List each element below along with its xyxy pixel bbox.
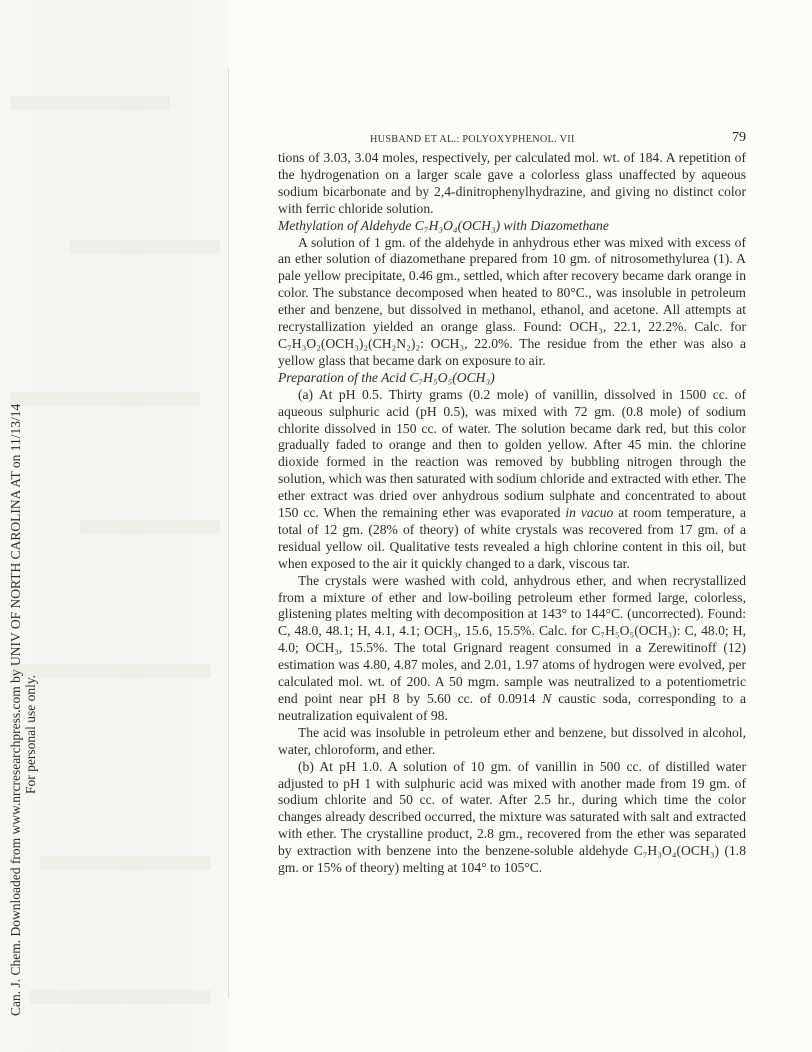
scan-smudge: [10, 96, 170, 110]
page-number: 79: [732, 130, 746, 145]
gutter-line: [228, 68, 229, 998]
italic-term: in vacuo: [565, 505, 614, 521]
paragraph: [278, 573, 746, 725]
paragraph: [278, 387, 746, 573]
paragraph-text: caustic soda, corresponding to a neutralization equivalent of 98.: [278, 691, 746, 723]
watermark-line-1: Can. J. Chem. Downloaded from www.nrcresearchpress.com by UNIV OF NORTH CAROLINA AT on 11/13/14: [8, 403, 23, 1016]
procedure-label: (a): [298, 386, 314, 402]
watermark-line-2: For personal use only.: [23, 674, 38, 794]
article-body: [278, 150, 746, 877]
page-header: [278, 130, 746, 150]
italic-term: N: [542, 691, 552, 706]
procedure-label: (b): [298, 758, 314, 774]
scan-smudge: [10, 392, 200, 406]
paragraph-text: At pH 1.0. A solution of 10 gm. of vanillin in 500 cc. of distilled water adjusted to pH 1 with sulphuric acid was mixed with another made from 19 gm. of sodium chlorite and 50 cc. of water. After 2.5 hr., during which time the color changes already described occurred, the mixture was saturated with salt and extracted with ether. The crystalline product, 2.8 gm., recovered from the ether was separated by extraction with benzene into the benzene-soluble aldehyde C₇H₃O₄(OCH₃) (1.8 gm. or 15% of theory) melting at 104° to 105°C.: [278, 758, 746, 876]
scan-smudge: [10, 664, 210, 678]
scan-smudge: [40, 856, 210, 870]
paragraph: The acid was insoluble in petroleum ether and benzene, but dissolved in alcohol, water, chloroform, and ether.: [278, 724, 746, 757]
paragraph-text: At pH 0.5. Thirty grams (0.2 mole) of vanillin, dissolved in 1500 cc. of aqueous sulphuric acid (pH 0.5), was mixed with 72 gm. (0.8 mole) of sodium chlorite dissolved in 150 cc. of water. The solution became dark red, but this color gradually faded to orange and then to golden yellow. After 45 min. the chlorine dioxide formed in the reaction was removed by bubbling nitrogen through the solution, which was then saturated with sodium chloride and extracted with ether. The ether extract was dried over anhydrous sodium sulphate and concentrated to about 150 cc. When the remaining ether was evaporated: [278, 386, 746, 521]
paragraph: tions of 3.03, 3.04 moles, respectively, per calculated mol. wt. of 184. A repetition of the hydrogenation on a larger scale gave a colorless glass unaffected by aqueous sodium bicarbonate and by 2,4-dinitrophenylhydrazine, and giving no distinct color with ferric chloride solution.: [278, 150, 746, 216]
scan-smudge: [80, 520, 220, 534]
scan-smudge: [30, 990, 210, 1004]
paragraph-text: The crystals were washed with cold, anhydrous ether, and when recrystallized from a mixture of ether and low-boiling petroleum ether formed large, colorless, glistening plates melting with decomposition at 143° to 144°C. (uncorrected). Found: C, 48.0, 48.1; H, 4.1, 4.1; OCH₃, 15.6, 15.5%. Calc. for C₇H₅O₅(OCH₃): C, 48.0; H, 4.0; OCH₃, 15.5%. The total Grignard reagent consumed in a Zerewitinoff (12) estimation was 4.80, 4.87 moles, and 2.01, 1.97 atoms of hydrogen were evolved, per calculated mol. wt. of 200. A 50 mgm. sample was neutralized to a potentiometric end point near pH 8 by 5.60 cc. of 0.0914: [278, 572, 746, 706]
scan-smudge: [70, 240, 220, 254]
download-watermark: [8, 196, 38, 1016]
running-head: HUSBAND ET AL.: POLYOXYPHENOL. VII: [370, 134, 575, 145]
section-heading: Methylation of Aldehyde C₇H₃O₄(OCH₃) with Diazomethane: [278, 217, 609, 233]
paragraph-text: at room temperature, a total of 12 gm. (28% of theory) of white crystals was recovered from 17 gm. of a residual yellow oil. Qualitative tests revealed a high chlorine content in this oil, but when exposed to the air it quickly changed to a dark, viscous tar.: [278, 505, 746, 571]
paragraph: [278, 759, 746, 877]
section-heading: Preparation of the Acid C₇H₅O₅(OCH₃): [278, 369, 495, 385]
paragraph: A solution of 1 gm. of the aldehyde in anhydrous ether was mixed with excess of an ether solution of diazomethane prepared from 10 gm. of nitrosomethylurea (1). A pale yellow precipitate, 0.46 gm., settled, which after recovery became dark orange in color. The substance decomposed when heated to 80°C., was insoluble in petroleum ether and benzene, but dissolved in methanol, ethanol, and acetone. All attempts at recrystallization yielded an orange glass. Found: OCH₃, 22.1, 22.2%. Calc. for C₇H₃O₂(OCH₃)₂(CH₂N₂)₂: OCH₃, 22.0%. The residue from the ether was also a yellow glass that became dark on exposure to air.: [278, 234, 746, 368]
